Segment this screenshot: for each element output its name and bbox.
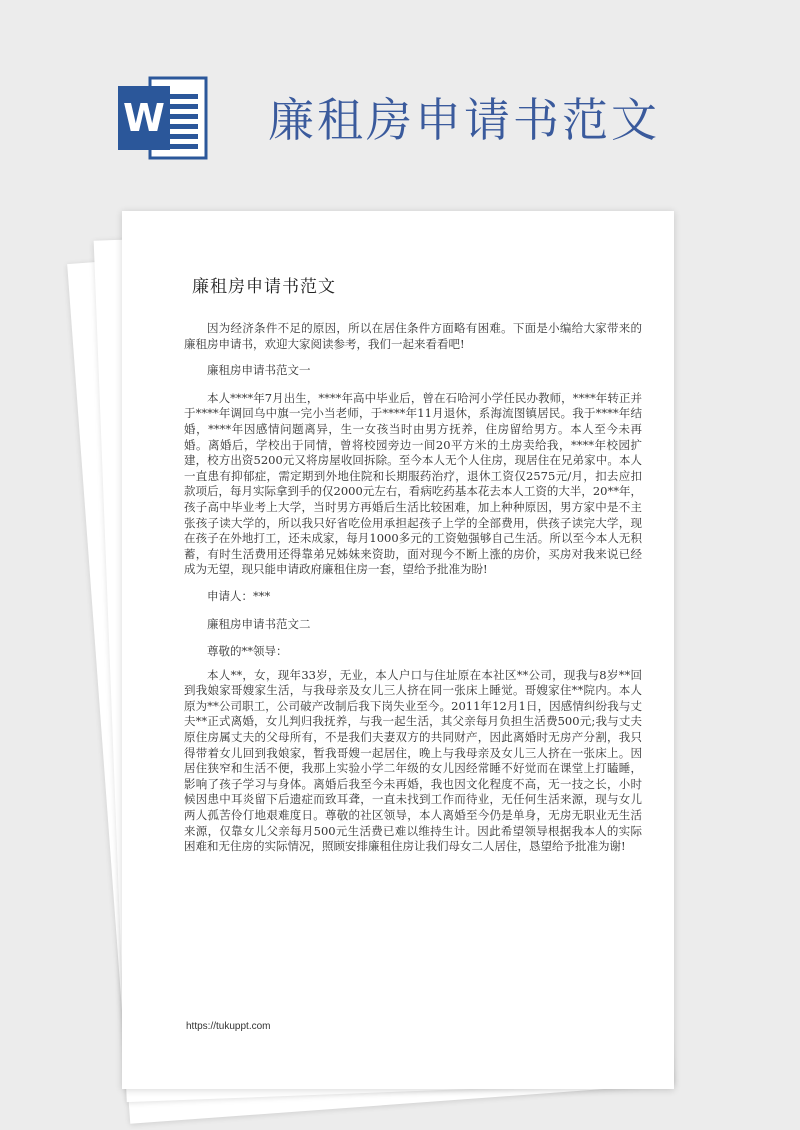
section-two-body: 本人**，女，现年33岁，无业，本人户口与住址原在本社区**公司，现我与8岁**回到我娘家哥嫂家生活，与我母亲及女儿三人挤在同一张床上睡觉。哥嫂家住**院内。本人原为**公司职工，公司破产改制后我下岗失业至今。2011年12月1日，因感情纠纷我与丈夫**正式离婚，女儿判归我抚养，与我一起生活，其父亲每月负担生活费500元;我与丈夫原住房属丈夫的父母所有，不是我们夫妻双方的共同财产，因此离婚时无房产分割，我只得带着女儿回到我娘家，暂我哥嫂一起居住，晚上与我母亲及女儿三人挤在一张床上。因居住狭窄和生活不便，我那上实验小学二年级的女儿因经常睡不好觉而在课堂上打瞌睡，影响了孩子学习与身体。离婚后我至今未再婚，我也因文化程度不高，无一技之长，小时候因患中耳炎留下后遗症而致耳聋，一直未找到工作而待业，无任何生活来源，现与女儿两人孤苦伶仃地艰难度日。尊敬的社区领导，本人离婚至今仍是单身，无房无职业无生活来源，仅靠女儿父亲每月500元生活费已难以维持生计。因此希望领导根据我本人的实际困难和无住房的实际情况，照顾安排廉租住房让我们母女二人居住，恳望给予批准为谢! [184,667,642,854]
footer-url[interactable]: https://tukuppt.com [186,1021,271,1032]
applicant-line: 申请人：*** [207,588,271,603]
document-page [122,211,674,1089]
word-document-icon [112,68,212,168]
section-one-body: 本人****年7月出生，****年高中毕业后，曾在石哈河小学任民办教师，****年转正并于****年调回乌中旗一完小当老师，于****年11月退休，系海流图镇居民。我于****年结婚，****年因感情问题离异，生一女孩当时由男方抚养，住房留给男方。本人至今未再婚。离婚后，学校出于同情，曾将校园旁边一间20平方米的土房卖给我，****年校园扩建，校方出资5200元又将房屋收回拆除。至今本人无个人住房，现居住在兄弟家中。本人一直患有抑郁症，需定期到外地住院和长期服药治疗，退休工资仅2575元/月，扣去应扣款项后，每月实际拿到手的仅2000元左右，看病吃药基本花去本人工资的大半，20**年，孩子高中毕业考上大学，当时男方再婚后生活比较困难，加上种种原因，男方家中是不主张孩子读大学的，所以我只好省吃俭用承担起孩子上学的全部费用，供孩子读完大学，现在孩子在外地打工，还未成家，每月1000多元的工资勉强够自己生活。所以至今本人无积蓄，有时生活费用还得靠弟兄姊妹来资助，面对现今不断上涨的房价，买房对我来说已经成为无望，现只能申请政府廉租住房一套，望给予批准为盼! [184,390,642,577]
word-icon-letter: W [123,96,165,140]
page-title: 廉租房申请书范文 [268,93,660,147]
section-heading-two: 廉租房申请书范文二 [207,616,311,631]
intro-paragraph: 因为经济条件不足的原因，所以在居住条件方面略有困难。下面是小编给大家带来的廉租房申请书，欢迎大家阅读参考，我们一起来看看吧! [184,321,642,351]
document-title: 廉租房申请书范文 [192,277,336,297]
section-heading-one: 廉租房申请书范文一 [207,363,311,378]
salutation: 尊敬的**领导： [207,644,288,659]
document-content [184,275,642,866]
